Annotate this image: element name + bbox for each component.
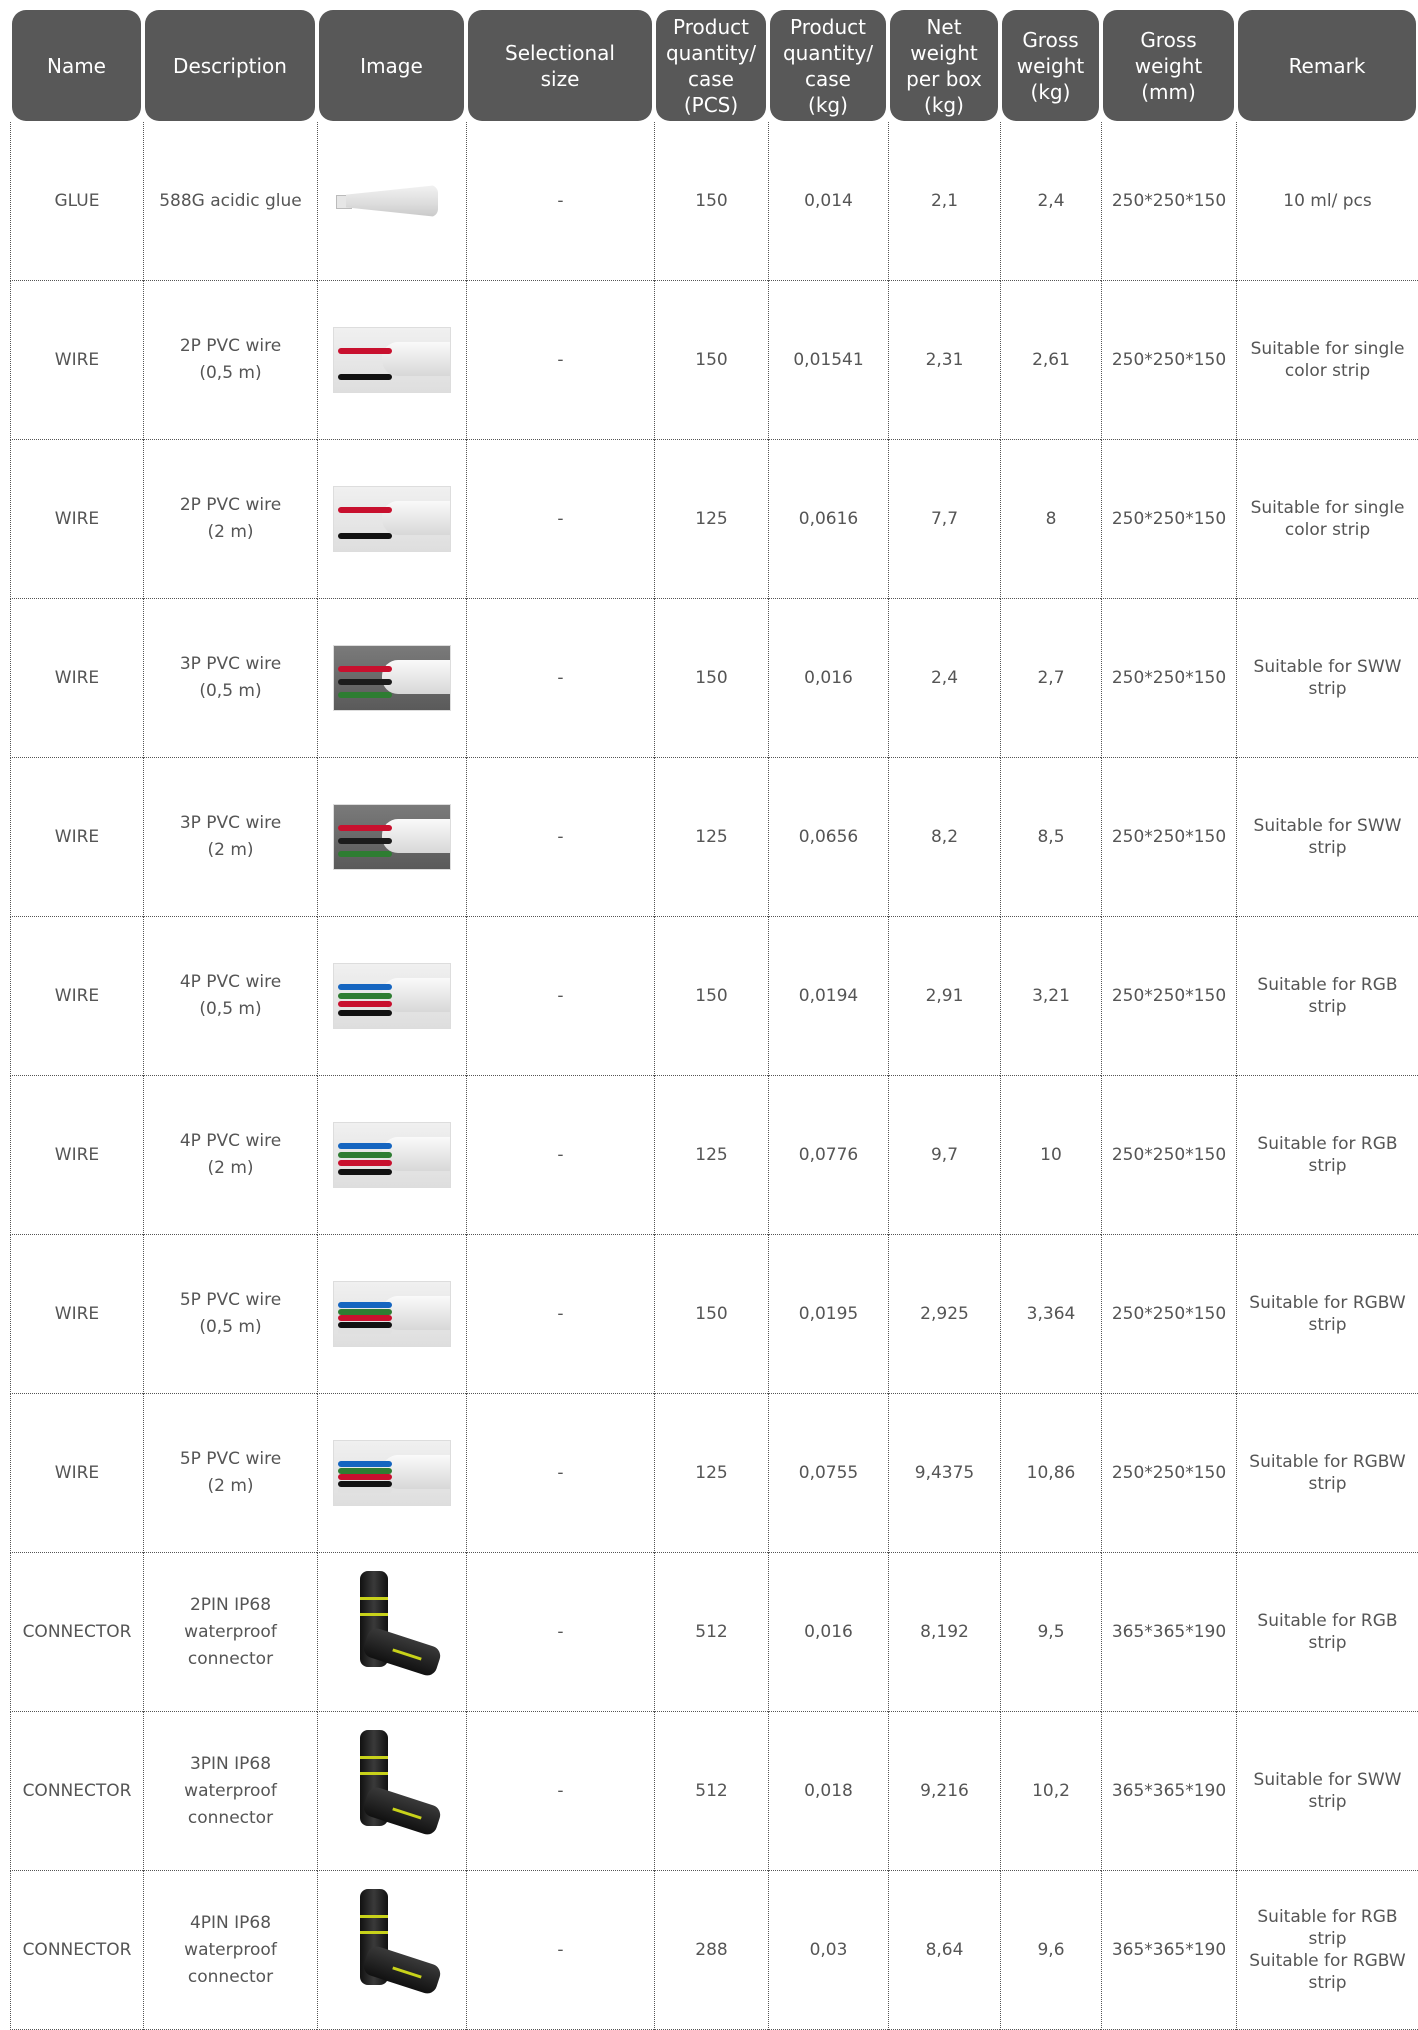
table-row: [0, 1235, 1418, 1394]
cell-size: -: [466, 1394, 654, 1553]
cell-description: 5P PVC wire (2 m): [143, 1394, 317, 1553]
cell-gross-weight-kg: 2,61: [1000, 281, 1101, 440]
cell-name: WIRE: [10, 440, 143, 599]
cell-image: [317, 917, 466, 1076]
cell-qty-kg: 0,0776: [768, 1076, 888, 1235]
cell-image: [317, 1235, 466, 1394]
5p-wire-image: [333, 1281, 451, 1347]
header-gross-weight-mm: Gross weight (mm): [1103, 10, 1234, 121]
cell-remark: Suitable for single color strip: [1236, 440, 1418, 599]
cell-name: WIRE: [10, 758, 143, 917]
cell-size: -: [466, 917, 654, 1076]
cell-qty-kg: 0,01541: [768, 281, 888, 440]
cell-description: 2P PVC wire (2 m): [143, 440, 317, 599]
cell-name: GLUE: [10, 122, 143, 281]
header-net-weight: Net weight per box (kg): [890, 10, 998, 121]
cell-size: -: [466, 758, 654, 917]
cell-net-weight: 2,4: [888, 599, 1000, 758]
cell-qty-kg: 0,016: [768, 599, 888, 758]
table-row: [0, 599, 1418, 758]
cell-size: -: [466, 122, 654, 281]
cell-gross-weight-kg: 9,5: [1000, 1553, 1101, 1712]
4p-wire-image: [333, 963, 451, 1029]
cell-qty-kg: 0,0616: [768, 440, 888, 599]
cell-qty-kg: 0,0194: [768, 917, 888, 1076]
cell-net-weight: 2,31: [888, 281, 1000, 440]
cell-gross-weight-mm: 250*250*150: [1101, 1235, 1236, 1394]
cell-size: -: [466, 1553, 654, 1712]
cell-name: WIRE: [10, 281, 143, 440]
cell-net-weight: 8,2: [888, 758, 1000, 917]
cell-qty-kg: 0,0656: [768, 758, 888, 917]
cell-image: [317, 1394, 466, 1553]
header-image: Image: [319, 10, 464, 121]
cell-description: 3P PVC wire (2 m): [143, 758, 317, 917]
cell-gross-weight-mm: 365*365*190: [1101, 1553, 1236, 1712]
cell-gross-weight-kg: 2,4: [1000, 122, 1101, 281]
cell-gross-weight-kg: 10,2: [1000, 1712, 1101, 1871]
cell-name: CONNECTOR: [10, 1871, 143, 2030]
table-row: [0, 281, 1418, 440]
cell-gross-weight-mm: 250*250*150: [1101, 1394, 1236, 1553]
cell-image: [317, 1553, 466, 1712]
cell-gross-weight-mm: 365*365*190: [1101, 1871, 1236, 2030]
table-row: [0, 1076, 1418, 1235]
cell-gross-weight-kg: 3,364: [1000, 1235, 1101, 1394]
cell-image: [317, 1076, 466, 1235]
header-remark: Remark: [1238, 10, 1416, 121]
table-row: [0, 440, 1418, 599]
cell-description: 4PIN IP68 waterproof connector: [143, 1871, 317, 2030]
table-row: [0, 758, 1418, 917]
cell-net-weight: 9,216: [888, 1712, 1000, 1871]
cell-qty-pcs: 150: [654, 1235, 768, 1394]
cell-description: 3PIN IP68 waterproof connector: [143, 1712, 317, 1871]
cell-description: 5P PVC wire (0,5 m): [143, 1235, 317, 1394]
cell-image: [317, 599, 466, 758]
cell-net-weight: 2,1: [888, 122, 1000, 281]
cell-net-weight: 2,925: [888, 1235, 1000, 1394]
cell-description: 2P PVC wire (0,5 m): [143, 281, 317, 440]
cell-description: 3P PVC wire (0,5 m): [143, 599, 317, 758]
cell-qty-pcs: 150: [654, 122, 768, 281]
cell-net-weight: 8,192: [888, 1553, 1000, 1712]
cell-name: WIRE: [10, 599, 143, 758]
cell-image: [317, 122, 466, 281]
cell-gross-weight-kg: 10,86: [1000, 1394, 1101, 1553]
cell-net-weight: 9,4375: [888, 1394, 1000, 1553]
cell-description: 2PIN IP68 waterproof connector: [143, 1553, 317, 1712]
cell-name: WIRE: [10, 1235, 143, 1394]
cell-image: [317, 440, 466, 599]
connector-image: [342, 1567, 442, 1697]
cell-qty-pcs: 125: [654, 1076, 768, 1235]
cell-size: -: [466, 599, 654, 758]
cell-size: -: [466, 1712, 654, 1871]
table-row: [0, 1871, 1418, 2030]
header-name: Name: [12, 10, 141, 121]
cell-remark: Suitable for RGB strip Suitable for RGBW strip: [1236, 1871, 1418, 2030]
table-row: [0, 122, 1418, 281]
cell-image: [317, 758, 466, 917]
5p-wire-image: [333, 1440, 451, 1506]
cell-remark: Suitable for RGB strip: [1236, 917, 1418, 1076]
header-description: Description: [145, 10, 315, 121]
cell-description: 4P PVC wire (2 m): [143, 1076, 317, 1235]
cell-image: [317, 281, 466, 440]
cell-remark: Suitable for SWW strip: [1236, 758, 1418, 917]
cell-gross-weight-mm: 250*250*150: [1101, 917, 1236, 1076]
cell-description: 588G acidic glue: [143, 122, 317, 281]
cell-qty-pcs: 125: [654, 1394, 768, 1553]
3p-wire-image: [333, 645, 451, 711]
table-header: [0, 0, 1418, 125]
cell-remark: Suitable for SWW strip: [1236, 599, 1418, 758]
cell-qty-pcs: 150: [654, 281, 768, 440]
cell-gross-weight-mm: 250*250*150: [1101, 758, 1236, 917]
cell-net-weight: 9,7: [888, 1076, 1000, 1235]
cell-remark: Suitable for RGB strip: [1236, 1553, 1418, 1712]
cell-image: [317, 1712, 466, 1871]
cell-qty-pcs: 288: [654, 1871, 768, 2030]
cell-gross-weight-mm: 250*250*150: [1101, 1076, 1236, 1235]
cell-qty-kg: 0,0755: [768, 1394, 888, 1553]
connector-image: [342, 1885, 442, 2015]
cell-qty-pcs: 150: [654, 599, 768, 758]
cell-gross-weight-mm: 250*250*150: [1101, 599, 1236, 758]
cell-gross-weight-kg: 10: [1000, 1076, 1101, 1235]
2p-wire-image: [333, 486, 451, 552]
cell-remark: 10 ml/ pcs: [1236, 122, 1418, 281]
cell-gross-weight-mm: 250*250*150: [1101, 440, 1236, 599]
cell-description: 4P PVC wire (0,5 m): [143, 917, 317, 1076]
cell-qty-kg: 0,03: [768, 1871, 888, 2030]
cell-remark: Suitable for RGBW strip: [1236, 1235, 1418, 1394]
header-gross-weight-kg: Gross weight (kg): [1002, 10, 1099, 121]
table-row: [0, 1712, 1418, 1871]
cell-gross-weight-mm: 365*365*190: [1101, 1712, 1236, 1871]
4p-wire-image: [333, 1122, 451, 1188]
cell-name: CONNECTOR: [10, 1553, 143, 1712]
cell-gross-weight-kg: 3,21: [1000, 917, 1101, 1076]
cell-net-weight: 7,7: [888, 440, 1000, 599]
cell-qty-pcs: 512: [654, 1553, 768, 1712]
cell-qty-pcs: 125: [654, 440, 768, 599]
header-size: Selectional size: [468, 10, 652, 121]
table-row: [0, 1553, 1418, 1712]
header-qty-pcs: Product quantity/ case (PCS): [656, 10, 766, 121]
cell-qty-kg: 0,018: [768, 1712, 888, 1871]
cell-qty-kg: 0,016: [768, 1553, 888, 1712]
table-row: [0, 917, 1418, 1076]
cell-qty-pcs: 150: [654, 917, 768, 1076]
cell-gross-weight-kg: 9,6: [1000, 1871, 1101, 2030]
cell-name: WIRE: [10, 917, 143, 1076]
cell-remark: Suitable for RGB strip: [1236, 1076, 1418, 1235]
cell-name: CONNECTOR: [10, 1712, 143, 1871]
cell-size: -: [466, 281, 654, 440]
cell-remark: Suitable for single color strip: [1236, 281, 1418, 440]
glue-tube-image: [336, 179, 448, 223]
cell-gross-weight-kg: 8: [1000, 440, 1101, 599]
cell-size: -: [466, 1871, 654, 2030]
cell-size: -: [466, 1076, 654, 1235]
table-row: [0, 1394, 1418, 1553]
cell-net-weight: 2,91: [888, 917, 1000, 1076]
cell-name: WIRE: [10, 1394, 143, 1553]
cell-gross-weight-kg: 2,7: [1000, 599, 1101, 758]
cell-size: -: [466, 440, 654, 599]
cell-qty-kg: 0,0195: [768, 1235, 888, 1394]
cell-name: WIRE: [10, 1076, 143, 1235]
cell-image: [317, 1871, 466, 2030]
cell-remark: Suitable for SWW strip: [1236, 1712, 1418, 1871]
cell-qty-pcs: 125: [654, 758, 768, 917]
2p-wire-image: [333, 327, 451, 393]
cell-remark: Suitable for RGBW strip: [1236, 1394, 1418, 1553]
header-qty-kg: Product quantity/ case (kg): [770, 10, 886, 121]
connector-image: [342, 1726, 442, 1856]
cell-qty-kg: 0,014: [768, 122, 888, 281]
cell-gross-weight-mm: 250*250*150: [1101, 281, 1236, 440]
cell-size: -: [466, 1235, 654, 1394]
cell-net-weight: 8,64: [888, 1871, 1000, 2030]
cell-gross-weight-kg: 8,5: [1000, 758, 1101, 917]
cell-gross-weight-mm: 250*250*150: [1101, 122, 1236, 281]
cell-qty-pcs: 512: [654, 1712, 768, 1871]
3p-wire-image: [333, 804, 451, 870]
